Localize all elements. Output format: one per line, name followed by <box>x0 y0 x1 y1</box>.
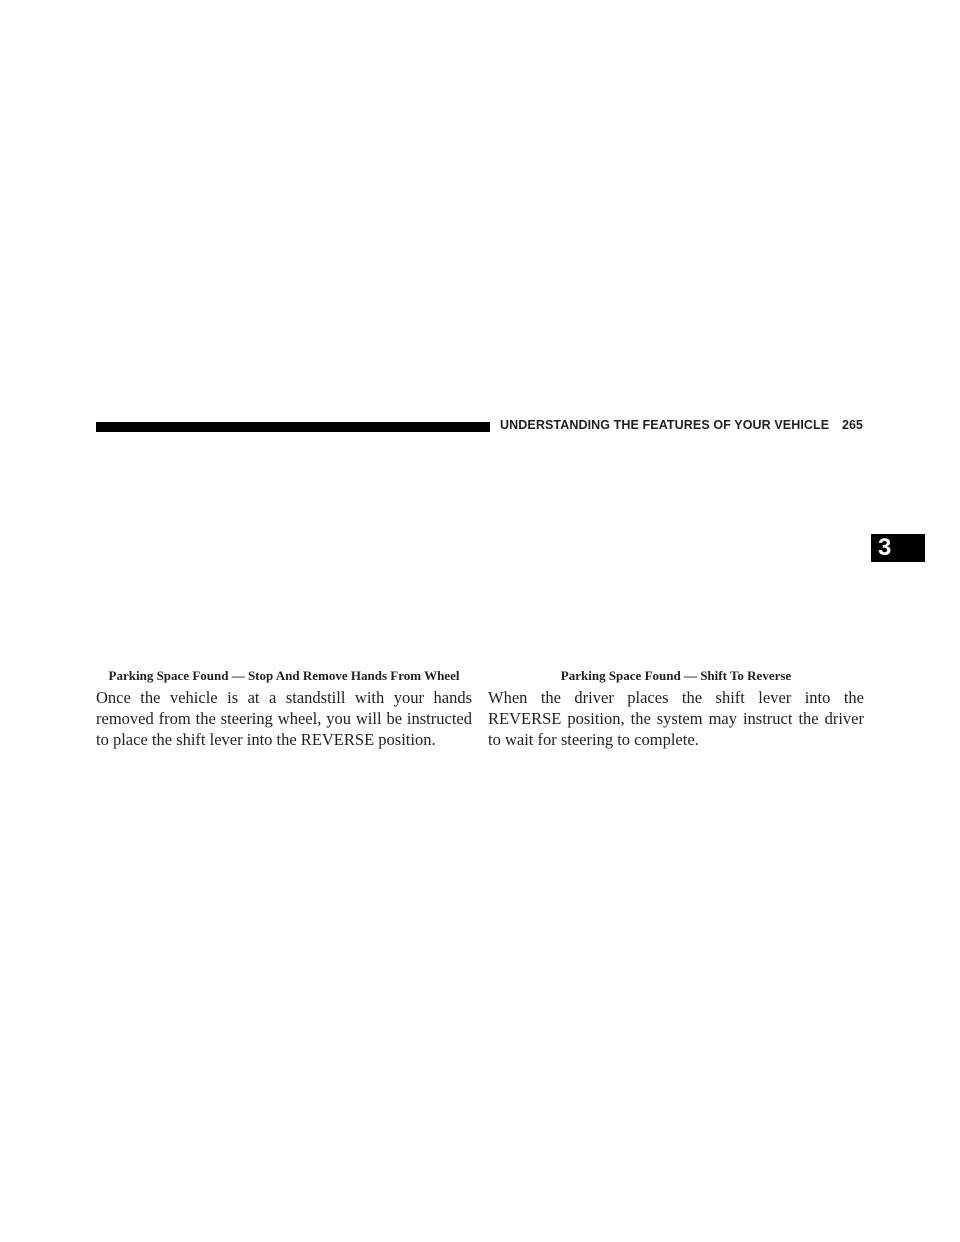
figure-caption-right: Parking Space Found — Shift To Reverse <box>560 668 792 683</box>
figure-caption-left: Parking Space Found — Stop And Remove Hands From Wheel <box>108 668 460 683</box>
left-column <box>96 668 472 750</box>
chapter-tab-label: 3 <box>878 534 892 561</box>
paragraph-right: When the driver places the shift lever into the REVERSE position, the system may instruct the driver to wait for steering to complete. <box>488 688 864 749</box>
right-column <box>488 668 864 750</box>
page-number: 265 <box>842 418 863 432</box>
section-title: UNDERSTANDING THE FEATURES OF YOUR VEHICLE <box>500 418 830 432</box>
paragraph-left: Once the vehicle is at a standstill with your hands removed from the steering wheel, you will be instructed to place the shift lever into the REVERSE position. <box>96 688 472 749</box>
header-rule <box>96 422 490 432</box>
chapter-tab <box>871 534 925 562</box>
